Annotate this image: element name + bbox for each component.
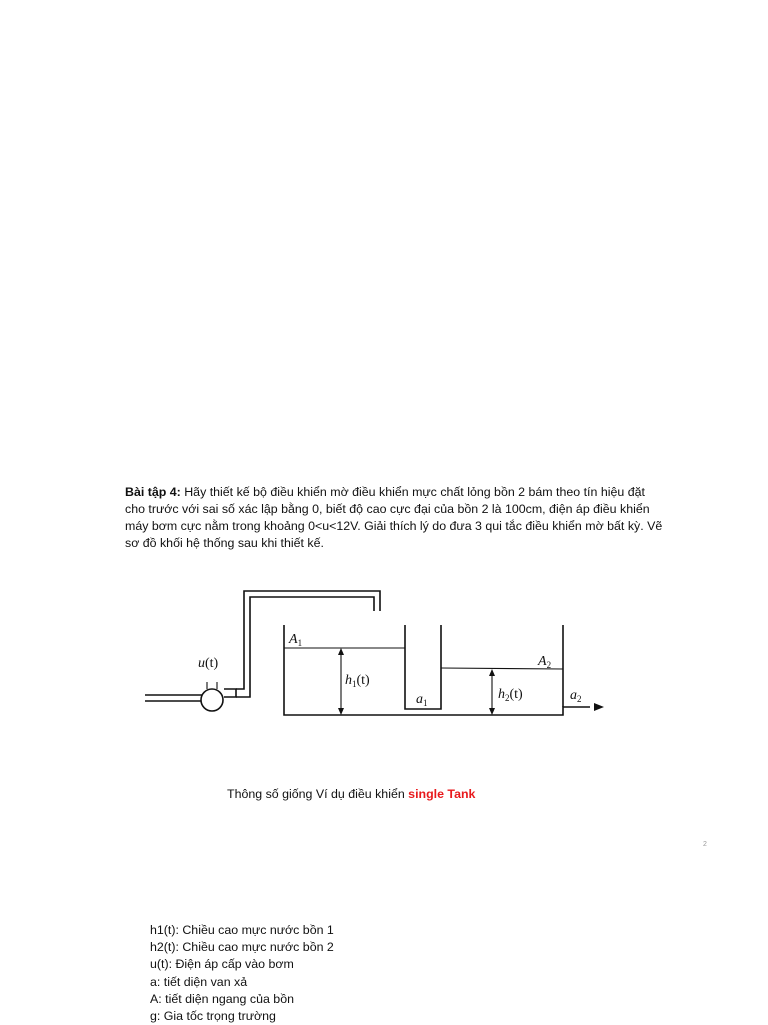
page-number: 2: [703, 841, 707, 848]
legend-item: g: Gia tốc trọng trường: [150, 1009, 276, 1024]
problem-text: Hãy thiết kế bộ điều khiển mờ điều khiển mực chất lỏng bồn 2 bám theo tín hiệu đặt cho trước với sai số xác lập bằng 0, biết độ cao cực đại của bồn 2 là 100cm, điện áp điều khiển máy bơm cực nằm trong khoảng 0<u<12V. Giải thích lý do đưa 3 qui tắc điều khiển mờ bất kỳ. Vẽ sơ đồ khối hệ thống sau khi thiết kế.: [125, 485, 663, 550]
problem-heading: Bài tập 4:: [125, 485, 181, 499]
caption-text: Thông số giống Ví dụ điều khiển: [227, 787, 409, 801]
legend-item: a: tiết diện van xả: [150, 974, 248, 989]
problem-statement: [125, 484, 665, 552]
svg-text:A2: $A_2$: [538, 654, 552, 670]
svg-text:u(t): u(t): [198, 656, 219, 671]
legend-item: h1(t): Chiều cao mực nước bồn 1: [150, 923, 334, 937]
tank-divider: [405, 625, 441, 709]
svg-text:A1: $A_1$: [289, 632, 303, 648]
svg-text:h1(t): $h_1(t)$: [345, 673, 370, 689]
pump-outlet: [224, 689, 236, 697]
two-tank-diagram: [140, 585, 610, 720]
caption-highlight: single Tank: [408, 787, 476, 801]
legend-item: h2(t): Chiều cao mực nước bồn 2: [150, 940, 334, 955]
svg-text:a1: $a_1$: [416, 692, 428, 708]
diagram-caption: [227, 787, 475, 801]
tank-base: [284, 625, 590, 715]
pump-icon: [201, 689, 223, 711]
svg-text:a2: $a_2$: [570, 688, 582, 704]
variable-legend: [150, 922, 334, 1025]
legend-item: u(t): Điện áp cấp vào bơm: [150, 957, 294, 972]
legend-item: A: tiết diện ngang của bồn: [150, 991, 294, 1006]
svg-text:h2(t): $h_2(t)$: [498, 687, 523, 703]
